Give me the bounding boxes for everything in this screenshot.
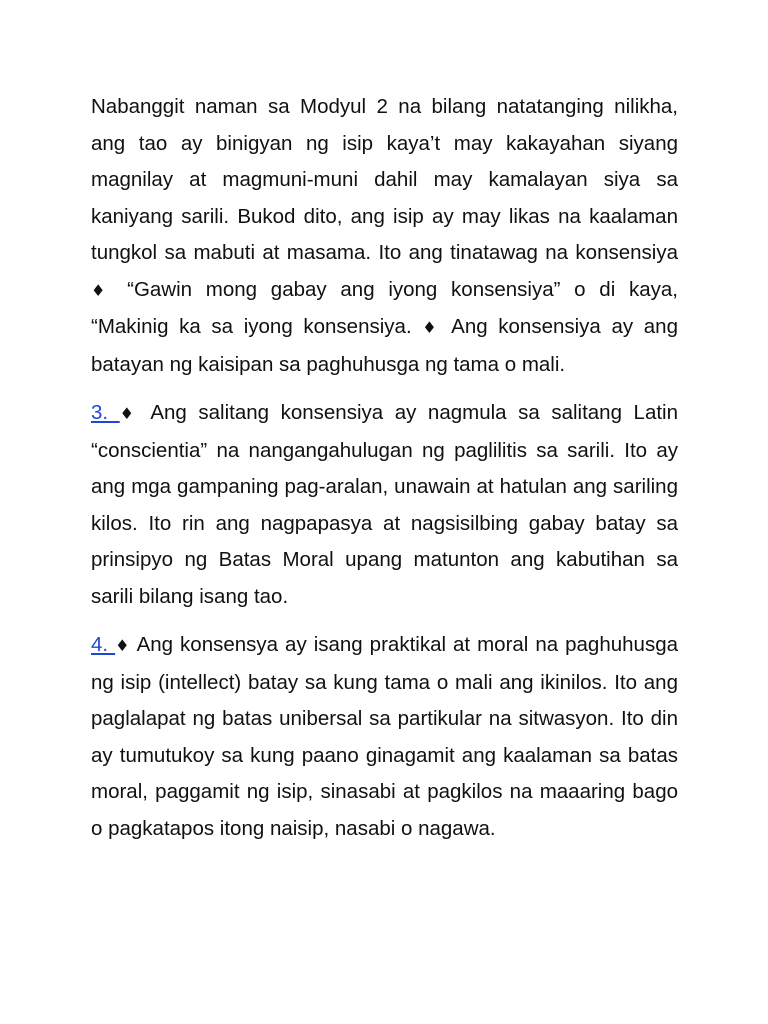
paragraph-1-text-a: Nabanggit naman sa Modyul 2 na bilang natatanging nilikha, ang tao ay binigyan ng isip kaya’t may kakayahan siyang magnilay at magmuni-muni dahil may kamalayan siya sa kaniyang sarili. Bukod dito, ang isip ay may likas na kaalaman tungkol sa mabuti at masama. Ito ang tinatawag na konsensiya: [91, 95, 678, 264]
item-number-link-3[interactable]: 3.: [91, 401, 120, 424]
item-number-link-4[interactable]: 4.: [91, 633, 116, 656]
diamond-bullet-icon: ♦: [115, 636, 131, 655]
diamond-bullet-icon: ♦: [91, 280, 114, 300]
paragraph-2-text: Ang salitang konsensiya ay nagmula sa salitang Latin “conscientia” na nangangahulugan ng paglilitis sa sarili. Ito ay ang mga gampaning pag-aralan, unawain at hatulan ang sariling kilos. Ito rin ang nagpapasya at nagsisilbing gabay batay sa prinsipyo ng Batas Moral upang matunton ang kabutihan sa sarili bilang isang tao.: [91, 401, 679, 608]
paragraph-3-text: Ang konsensya ay isang praktikal at moral na paghuhusga ng isip (intellect) batay sa kung tama o mali ang ikinilos. Ito ang paglalapat ng batas unibersal sa partikular na sitwasyon. Ito din ay tumutukoy sa kung paano ginagamit ang kaalaman sa batas moral, paggamit ng isip, sinasabi at pagkilos na maaaring bago o pagkatapos itong naisip, nasabi o nagawa.: [91, 633, 678, 840]
paragraph-2: [91, 395, 678, 615]
diamond-bullet-icon: ♦: [422, 318, 442, 337]
paragraph-3: [91, 627, 678, 847]
paragraph-1-text-b: “Gawin mong gabay ang iyong konsensiya” o di kaya, “Makinig ka sa iyong konsensiya.: [91, 277, 678, 338]
diamond-bullet-icon: ♦: [119, 404, 140, 423]
paragraph-1: [91, 89, 678, 383]
document-body: [91, 89, 678, 859]
paragraph-1-text-c: Ang konsensiya ay ang batayan ng kaisipan sa paghuhusga ng tama o mali.: [91, 315, 678, 376]
